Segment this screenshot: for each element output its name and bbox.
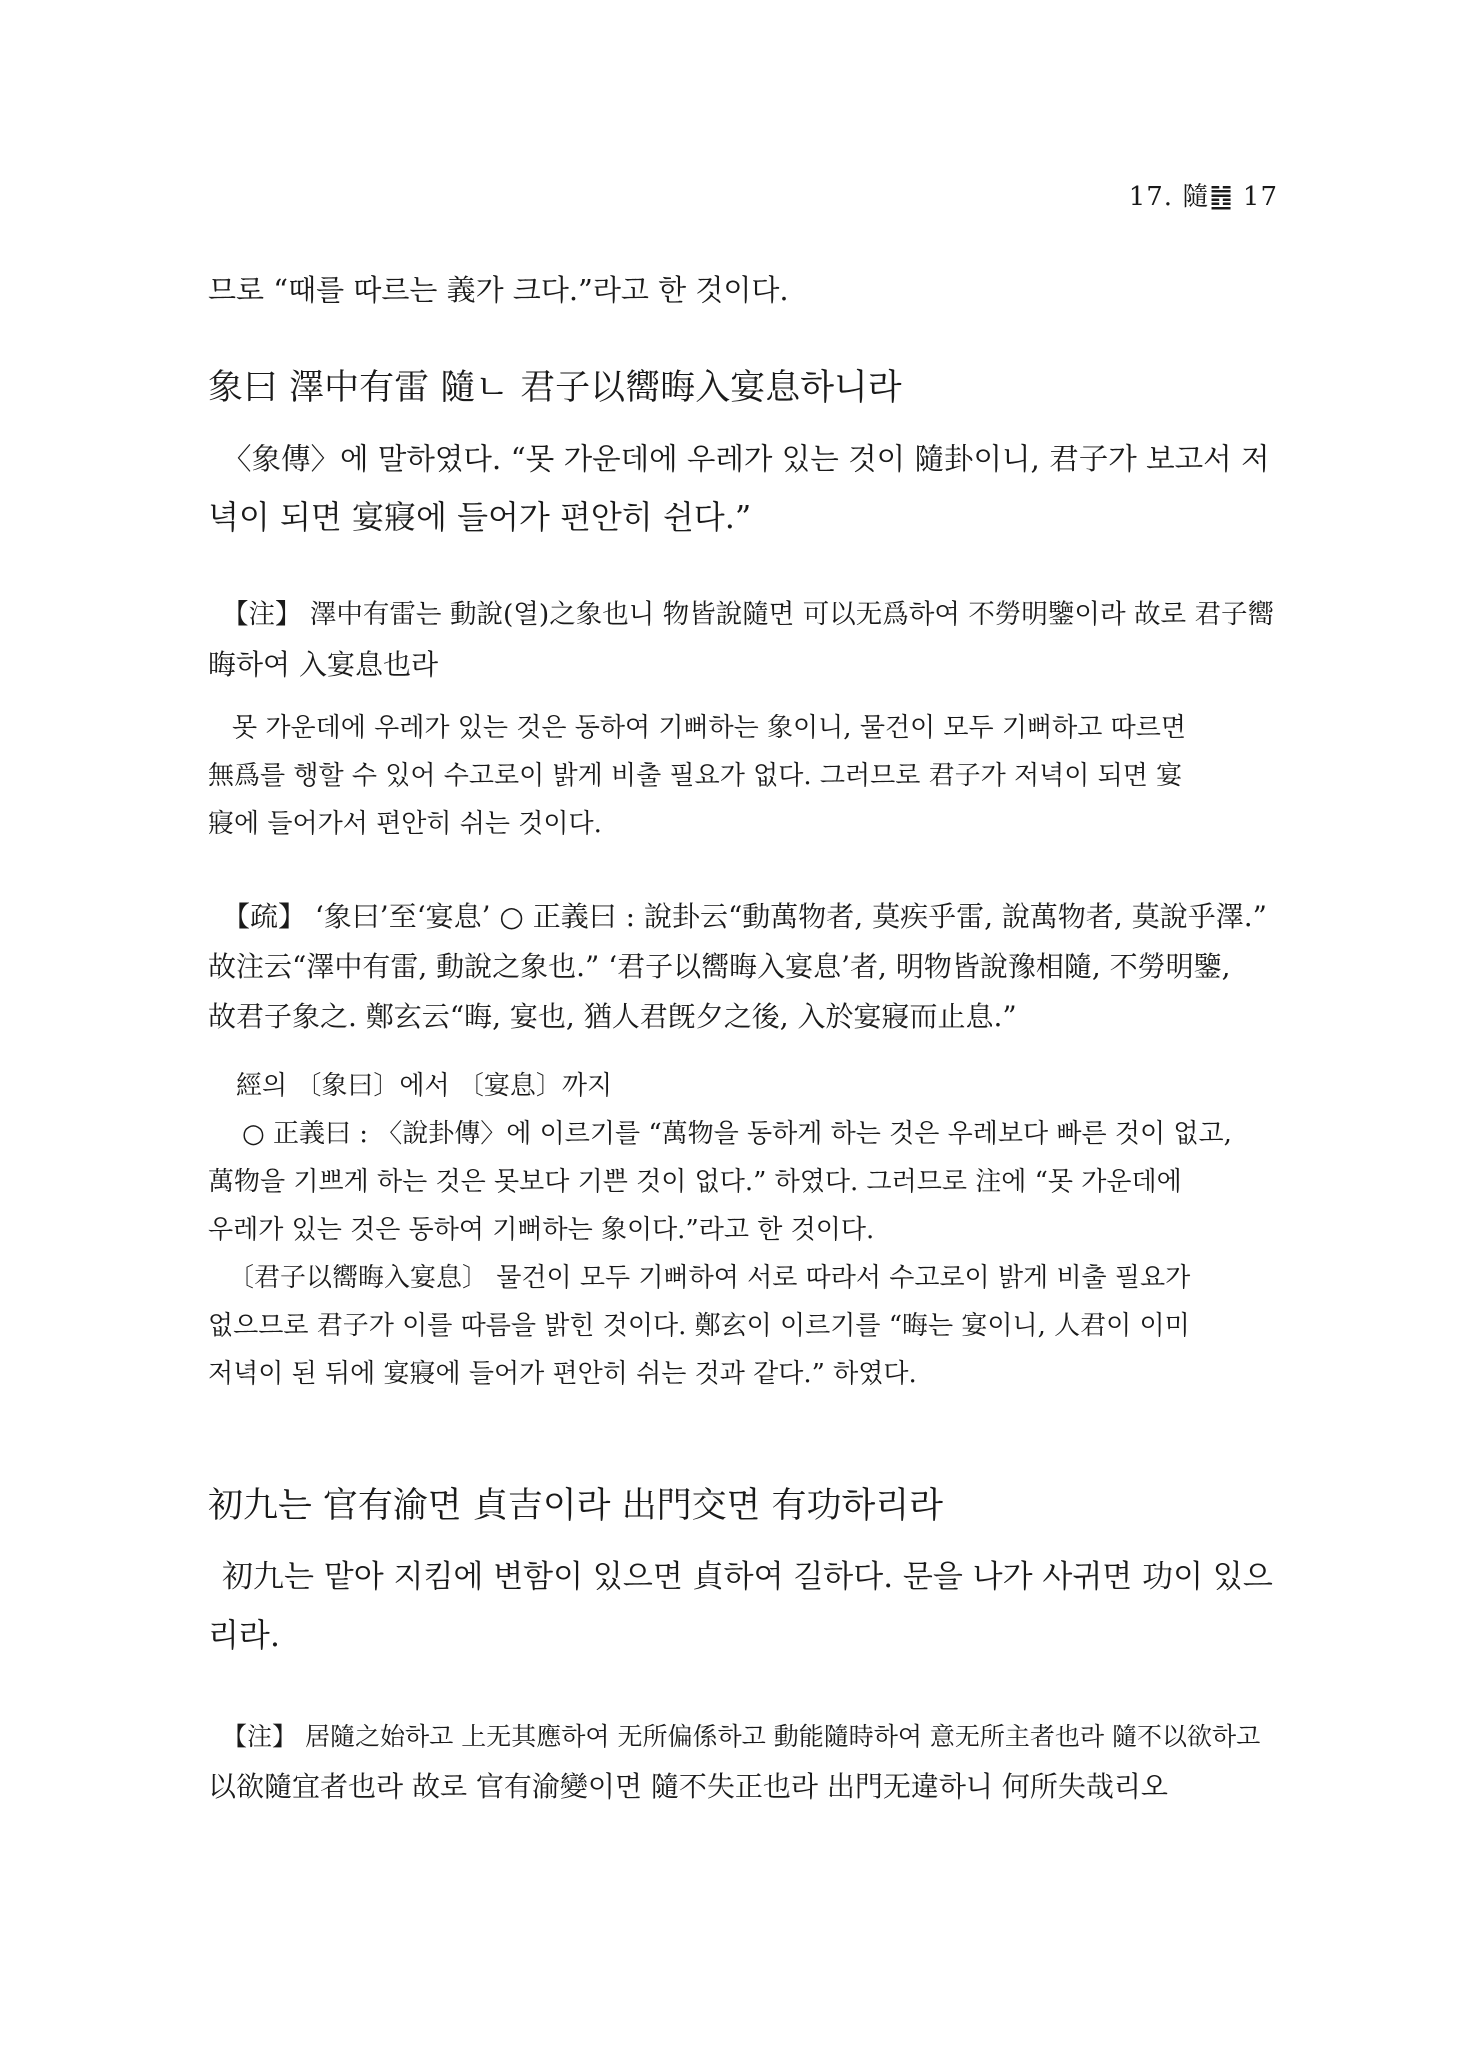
commentary-note (208, 590, 1278, 690)
note-translation-line: 못 가운데에 우레가 있는 것은 동하여 기뻐하는 象이니, 물건이 모두 기뻐하고 따르면 (232, 713, 1187, 743)
classic-translation (208, 430, 1278, 546)
classic-translation (208, 1548, 1278, 1664)
classic-text-heading (208, 1478, 1278, 1528)
classic-line: 初九는 官有渝면 貞吉이라 出門交면 有功하리라 (208, 1486, 943, 1526)
sub-translation-line: 經의 〔象曰〕에서 〔宴息〕까지 (236, 1071, 613, 1101)
translation-line: 初九는 맡아 지킴에 변함이 있으면 貞하여 길하다. 문을 나가 사귀면 功이 있으 (222, 1559, 1273, 1595)
sub-translation-line: ○ 正義曰 : 〈說卦傳〉에 이르기를 “萬物을 동하게 하는 것은 우레보다 빠른 것이 없고, (242, 1119, 1232, 1149)
translation-line: 녁이 되면 宴寢에 들어가 편안히 쉰다.” (208, 498, 752, 536)
continuation-line (208, 268, 1278, 309)
sub-translation-line: 우레가 있는 것은 동하여 기뻐하는 象이다.”라고 한 것이다. (208, 1215, 875, 1245)
sub-commentary (208, 892, 1278, 1042)
note-line: 【注】 居隨之始하고 上无其應하여 无所偏係하고 動能隨時하여 意无所主者也라 隨不以欲하고 (222, 1722, 1261, 1751)
sub-commentary-translation (208, 1062, 1278, 1398)
note-line: 晦하여 入宴息也라 (208, 648, 439, 681)
note-line: 【注】 澤中有雷는 動說(열)之象也니 物皆說隨면 可以无爲하여 不勞明鑒이라 故로 君子嚮 (222, 599, 1275, 630)
classic-line: 象曰 澤中有雷 隨ㄴ 君子以嚮晦入宴息하니라 (208, 368, 902, 408)
note-translation-line: 寢에 들어가서 편안히 쉬는 것이다. (208, 809, 602, 839)
translation-line: 〈象傳〉에 말하였다. “못 가운데에 우레가 있는 것이 隨卦이니, 君子가 보고서 저 (222, 442, 1270, 476)
sub-translation-line: 萬物을 기쁘게 하는 것은 못보다 기쁜 것이 없다.” 하였다. 그러므로 注에 “못 가운데에 (208, 1167, 1182, 1197)
translation-line: 리라. (208, 1616, 280, 1654)
sub-commentary-line: 【疏】 ‘象曰’至‘宴息’ ○ 正義曰 : 說卦云“動萬物者, 莫疾乎雷, 說萬物者, 莫說乎澤.” (222, 900, 1267, 933)
text-line: 므로 “때를 따르는 義가 크다.”라고 한 것이다. (208, 273, 789, 307)
commentary-note (208, 1712, 1278, 1812)
sub-commentary-line: 故注云“澤中有雷, 動說之象也.” ‘君子以嚮晦入宴息’者, 明物皆說豫相隨, 不勞明鑒, (208, 950, 1231, 983)
sub-translation-line: 없으므로 君子가 이를 따름을 밝힌 것이다. 鄭玄이 이르기를 “晦는 宴이니, 人君이 이미 (208, 1311, 1190, 1341)
commentary-translation (208, 704, 1278, 848)
classic-text-heading (208, 360, 1278, 410)
sub-commentary-line: 故君子象之. 鄭玄云“晦, 宴也, 猶人君旣夕之後, 入於宴寢而止息.” (208, 1000, 1017, 1033)
note-translation-line: 無爲를 행할 수 있어 수고로이 밝게 비출 필요가 없다. 그러므로 君子가 저녁이 되면 宴 (208, 761, 1183, 791)
sub-translation-line: 저녁이 된 뒤에 宴寢에 들어가 편안히 쉬는 것과 같다.” 하였다. (208, 1359, 917, 1389)
sub-translation-line: 〔君子以嚮晦入宴息〕 물건이 모두 기뻐하여 서로 따라서 수고로이 밝게 비출 필요가 (228, 1263, 1191, 1293)
running-head: 17. 隨䷐ 17 (1128, 182, 1278, 212)
note-line: 以欲隨宜者也라 故로 官有渝變이면 隨不失正也라 出門无違하니 何所失哉리오 (208, 1770, 1168, 1803)
